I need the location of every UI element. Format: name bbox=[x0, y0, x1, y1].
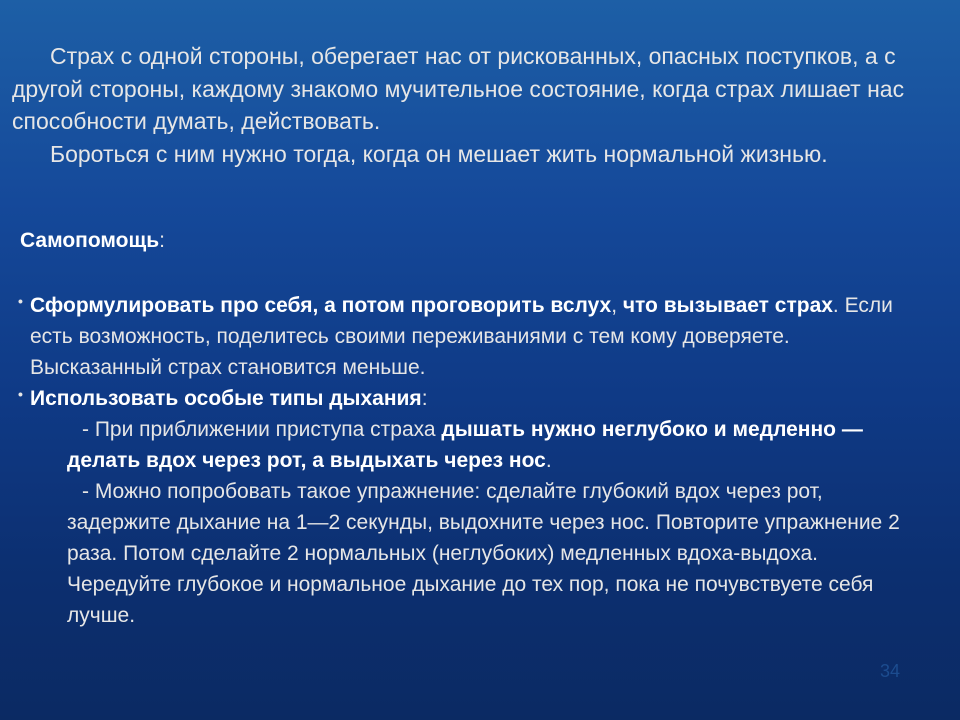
intro-paragraph-1 bbox=[12, 40, 942, 138]
bullet-dot-icon: • bbox=[18, 386, 23, 402]
intro-paragraph-1-text: Страх с одной стороны, оберегает нас от рискованных, опасных поступков, а с другой стороны, каждому знакомо мучительное состояние, когда страх лишает нас способности думать, действовать. bbox=[12, 43, 905, 134]
self-help-colon: : bbox=[159, 229, 165, 252]
intro-text bbox=[12, 40, 942, 170]
page-number: 34 bbox=[880, 661, 901, 681]
self-help-heading-text: Самопомощь bbox=[20, 229, 160, 252]
bullet-2-rest: : bbox=[421, 387, 428, 410]
breathing-tip-2 bbox=[30, 476, 925, 631]
bullet-list bbox=[20, 290, 925, 631]
intro-paragraph-2 bbox=[12, 138, 942, 171]
bullet-1-bold-1: Сформулировать про себя, а потом проговорить вслух bbox=[30, 294, 612, 317]
bullet-dot-icon: • bbox=[18, 293, 23, 309]
self-help-heading bbox=[20, 226, 165, 256]
breathing-tip-2-text: - Можно попробовать такое упражнение: сделайте глубокий вдох через рот, задержите дыхание на 1—2 секунды, выдохните через нос. Повторите упражнение 2 раза. Потом сделайте 2 нормальных (неглубоких) медленных вдоха-выдоха. Чередуйте глубокое и нормальное дыхание до тех пор, пока не почувствуете себя лучше. bbox=[67, 480, 900, 627]
bullet-item-2 bbox=[20, 383, 925, 631]
breathing-tip-1-bold: дышать нужно неглубоко и медленно — делать вдох через рот, а выдыхать через нос bbox=[67, 418, 863, 472]
bullet-2-bold: Использовать особые типы дыхания bbox=[30, 387, 422, 410]
bullet-1-rest: . Если есть возможность, поделитесь своими переживаниями с тем кому доверяете. Высказанный страх становится меньше. bbox=[30, 294, 893, 379]
breathing-tip-1-prefix: - При приближении приступа страха bbox=[82, 418, 442, 441]
bullet-1-bold-2: что вызывает страх bbox=[622, 294, 833, 317]
bullet-item-1 bbox=[20, 290, 925, 383]
breathing-tip-1-suffix: . bbox=[545, 449, 552, 472]
bullet-1-comma: , bbox=[611, 294, 623, 317]
intro-paragraph-2-text: Бороться с ним нужно тогда, когда он мешает жить нормальной жизнью. bbox=[50, 140, 828, 167]
breathing-tip-1 bbox=[30, 414, 925, 476]
